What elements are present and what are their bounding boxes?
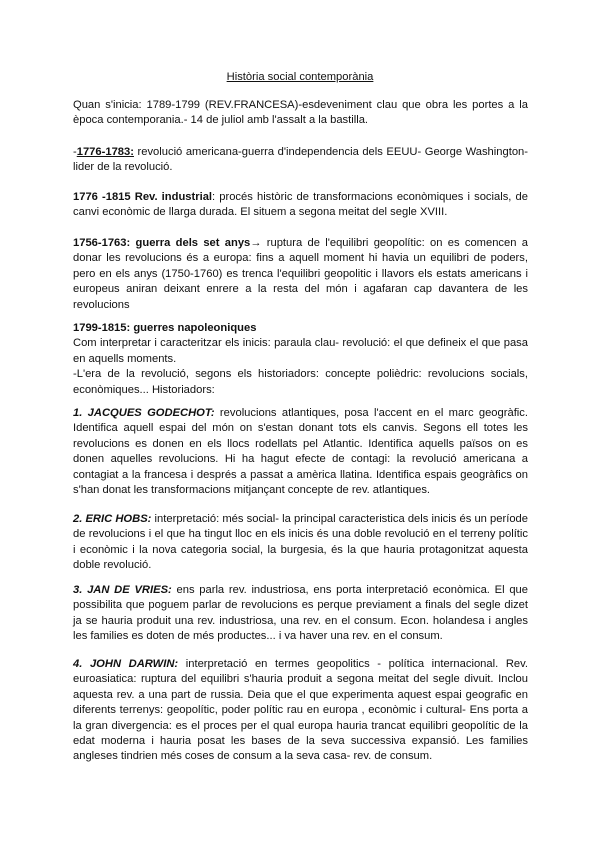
paragraph-text: ruptura de l'equilibri geopolític: on es comencen a donar les revolucions és a europa: fins a aquell moment hi havia un equilibri de poders, pero en els anys (1750-1760) es trenca l'equilibri geopolitic i llavors els estats americans i europeus aniran deixant enrere a la resta del món i agafaran cap davantera de les revolucions	[73, 237, 528, 311]
historian-name: 2. ERIC HOBS:	[73, 513, 152, 525]
historian-name: 1. JACQUES GODECHOT:	[73, 407, 215, 419]
paragraph-text: revolució americana-guerra d'independencia dels EEUU- George Washington-lider de la revolució.	[73, 146, 528, 174]
paragraph-guerres-napoleoniques	[73, 321, 528, 398]
historian-text: interpretació: més social- la principal caracteristica dels inicis és un període de revolucions i el que ha tingut lloc en els inicis és una doble revolució en el terreny polític i econòmic i la nova categoria social, la burgesia, és la que hauria protagonitzat aquesta doble revolució.	[73, 513, 528, 572]
paragraph-line-2: -L'era de la revolució, segons els historiadors: concepte polièdric: revolucions socials, econòmiques... Historiadors:	[73, 368, 528, 396]
paragraph-heading: 1799-1815: guerres napoleoniques	[73, 322, 257, 334]
paragraph-text: : procés històric de transformacions econòmiques i socials, de canvi econòmic de llarga durada. El situem a segona meitat del segle XVIII.	[73, 191, 528, 219]
historian-text: interpretació en termes geopolitics - política internacional. Rev. euroasiatica: ruptura del equilibri s'hauria produit a segona meitat del segle divuit. Inclou aquesta rev. a una part de russia. Deia que el que experimenta aquest espai geografic en diferents terrenys: geopolític, poder polític rau en europa , econòmic i cultural- Ens porta a la gran divergencia: es el proces per el qual europa hauria trancat equilibri geopolític de la edat moderna i hauria posat les bases de la seva successiva expansió. Les families angleses tindrien més coses de consum a la seva casa- rev. de consum.	[73, 658, 528, 763]
historian-de-vries	[73, 583, 528, 645]
historian-text: ens parla rev. industriosa, ens porta interpretació econòmica. El que possibilita que poguem parlar de revolucions es perque previament a finals del segle dizet ja se hauria produit una rev. industriosa, una rev. en el consum. Econ. holandesa i angles les families es doten de més productes... i va haver una rev. en el consum.	[73, 584, 528, 643]
paragraph-line-1: Com interpretar i caracteritzar els inicis: paraula clau- revolució: el que defineix el que pasa en aquells moments.	[73, 337, 528, 365]
paragraph-heading: 1756-1763: guerra dels set anys	[73, 237, 251, 249]
paragraph-lead: -	[73, 146, 77, 158]
historian-name: 3. JAN DE VRIES:	[73, 584, 172, 596]
intro-paragraph: Quan s'inicia: 1789-1799 (REV.FRANCESA)-esdeveniment clau que obra les portes a la època contemporania.- 14 de juliol amb l'assalt a la bastilla.	[73, 99, 528, 127]
document-title: Història social contemporània	[226, 71, 374, 83]
historian-name: 4. JOHN DARWIN:	[73, 658, 179, 670]
historian-darwin	[73, 657, 528, 765]
paragraph-guerra-set-anys	[73, 236, 528, 313]
paragraph-rev-industrial	[73, 190, 528, 221]
arrow-icon: →	[250, 237, 262, 249]
paragraph-1776-1783	[73, 145, 528, 176]
historian-hobs	[73, 512, 528, 574]
paragraph-heading: 1776-1783:	[76, 146, 134, 158]
historian-text: revolucions atlantiques, posa l'accent en el marc geogràfic. Identifica aquell espai del món on s'estan donant tots els canvis. Segons ell totes les revolucions es donen en els llocs rodellats pel Atlantic. Identifica aquells països on es donen aquelles revolucions. Hi ha hagut efecte de contagi: la revolució americana a contagiat a la francesa i després a passat a amèrica llatina. Identifica espais geogràfics on s'han donat les transformacions mitjançant concepte de rev. atlantiques.	[73, 407, 528, 497]
paragraph-heading: 1776 -1815 Rev. industrial	[73, 191, 213, 203]
historian-godechot	[73, 406, 528, 498]
